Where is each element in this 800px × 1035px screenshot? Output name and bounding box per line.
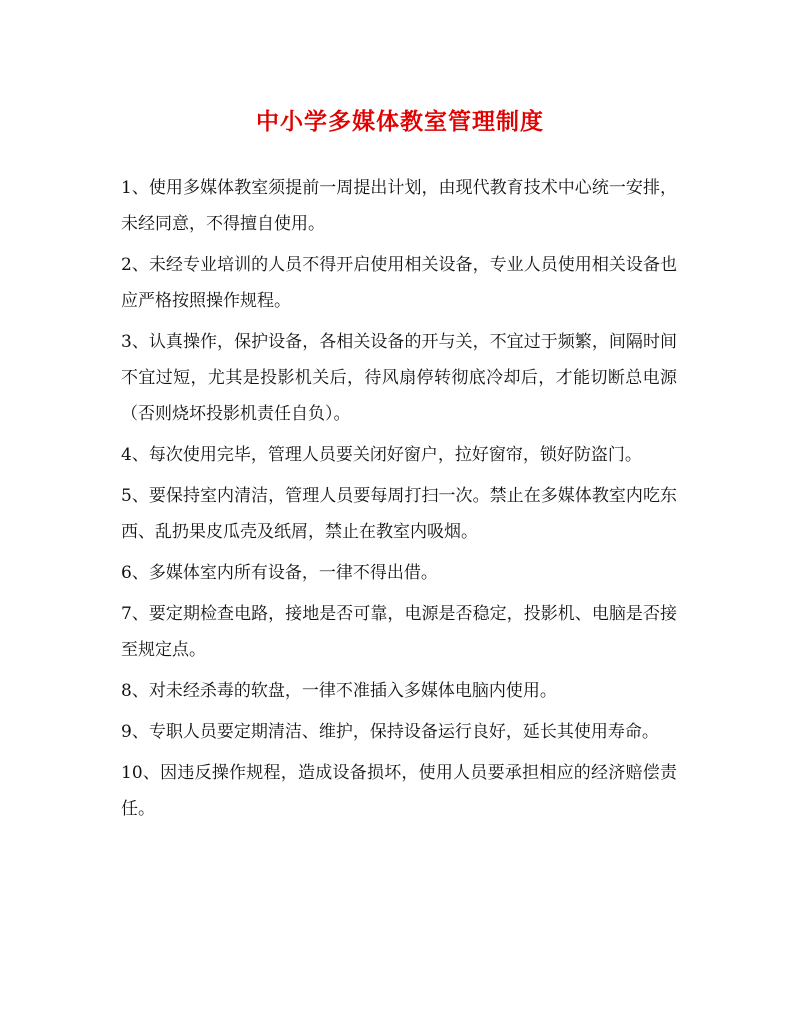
rule-paragraph-4: 4、每次使用完毕，管理人员要关闭好窗户，拉好窗帘，锁好防盗门。 — [121, 445, 642, 465]
rule-paragraph-3: 3、认真操作，保护设备，各相关设备的开与关，不宜过于频繁，间隔时间不宜过短，尤其是投影机关后，待风扇停转彻底冷却后，才能切断总电源（否则烧坏投影机责任自负）。 — [121, 332, 677, 424]
rule-paragraph-5: 5、要保持室内清洁，管理人员要每周打扫一次。禁止在多媒体教室内吃东西、乱扔果皮瓜壳及纸屑，禁止在教室内吸烟。 — [121, 486, 677, 542]
rule-paragraph-10: 10、因违反操作规程，造成设备损坏，使用人员要承担相应的经济赔偿责任。 — [121, 763, 677, 819]
document-body — [121, 170, 677, 832]
rule-paragraph-2: 2、未经专业培训的人员不得开启使用相关设备，专业人员使用相关设备也应严格按照操作规程。 — [121, 255, 677, 311]
document-title: 中小学多媒体教室管理制度 — [256, 108, 544, 135]
rule-paragraph-9: 9、专职人员要定期清洁、维护，保持设备运行良好，延长其使用寿命。 — [121, 722, 659, 742]
rule-paragraph-7: 7、要定期检查电路，接地是否可靠，电源是否稳定，投影机、电脑是否接至规定点。 — [121, 604, 677, 660]
rule-paragraph-1: 1、使用多媒体教室须提前一周提出计划，由现代教育技术中心统一安排，未经同意，不得擅自使用。 — [121, 178, 677, 234]
rule-paragraph-6: 6、多媒体室内所有设备，一律不得出借。 — [121, 563, 438, 583]
rule-paragraph-8: 8、对未经杀毒的软盘，一律不准插入多媒体电脑内使用。 — [121, 681, 557, 701]
